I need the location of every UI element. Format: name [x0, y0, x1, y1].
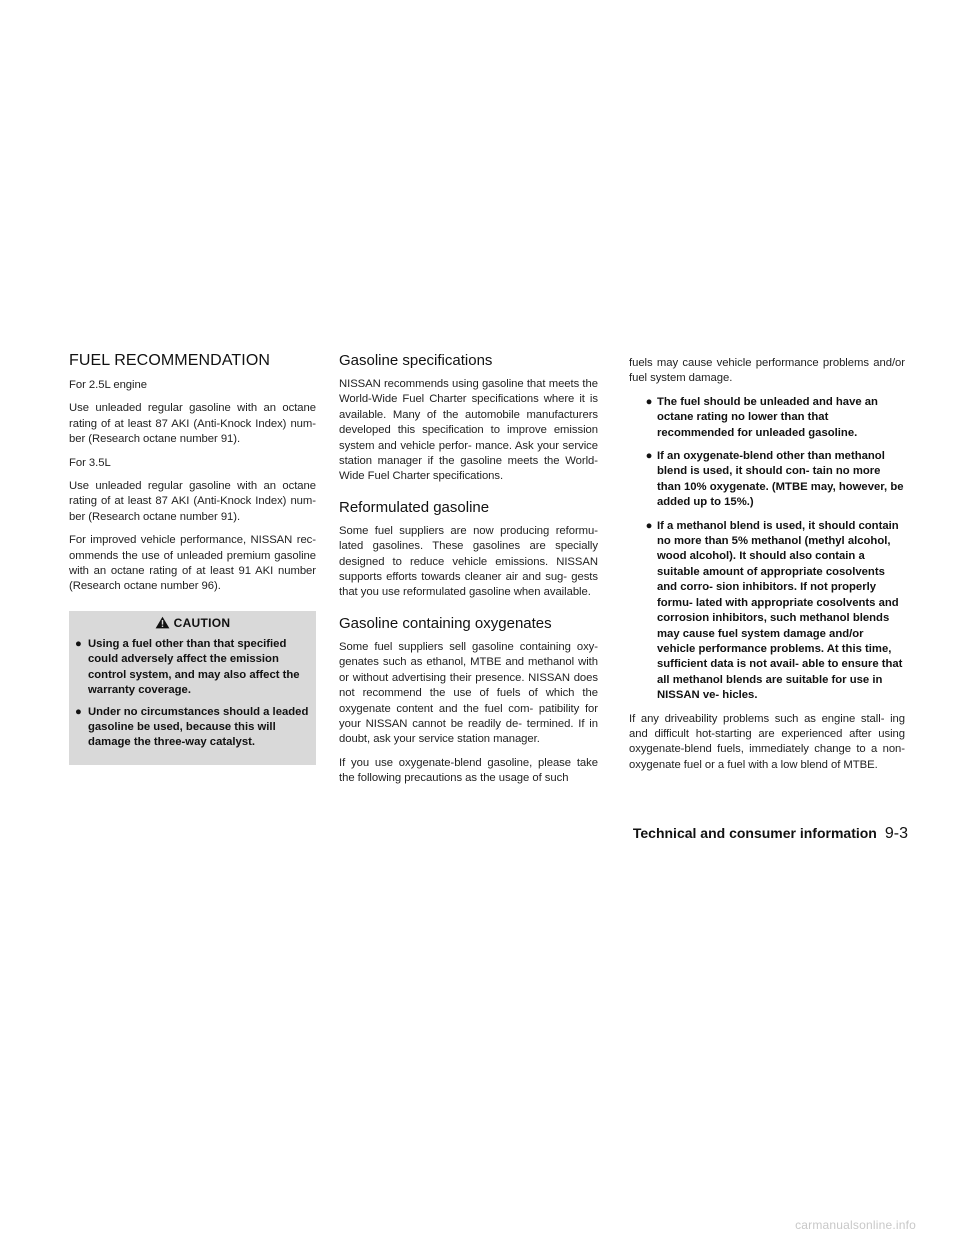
precaution-list	[629, 395, 905, 704]
caution-title: CAUTION	[173, 615, 231, 630]
section-title-fuel-recommendation: FUEL RECOMMENDATION	[69, 352, 271, 369]
bullet-icon: ●	[645, 450, 653, 463]
bullet-icon: ●	[645, 395, 653, 408]
column-left	[69, 352, 316, 765]
list-item-text: If an oxygenate-blend other than methanol blend is used, it should con- tain no more than 10% oxygenate. (MTBE may, however, be added up to 15%.)	[657, 450, 904, 509]
list-item	[641, 395, 905, 441]
bullet-icon: ●	[645, 519, 653, 532]
caution-bullet-text: Under no circumstances should a leaded gasoline be used, because this will damage the three-way catalyst.	[88, 705, 309, 749]
paragraph-continued: fuels may cause vehicle performance problems and/or fuel system damage.	[629, 357, 905, 385]
section-title-reformulated-gasoline: Reformulated gasoline	[339, 498, 490, 516]
paragraph-oxygenate-precautions: If you use oxygenate-blend gasoline, please take the following precautions as the usage of such	[339, 756, 598, 785]
list-item	[641, 449, 905, 511]
caution-bullet	[75, 705, 310, 751]
bullet-icon: ●	[75, 637, 82, 650]
column-right	[629, 356, 905, 781]
paragraph-engine-25-fuel: Use unleaded regular gasoline with an octane rating of at least 87 AKI (Anti-Knock Index) num- ber (Research octane number 91).	[69, 402, 316, 446]
chapter-title: Technical and consumer information	[632, 825, 877, 841]
column-middle	[339, 352, 598, 795]
paragraph-engine-25: For 2.5L engine	[69, 379, 147, 391]
caution-box	[69, 611, 316, 765]
paragraph-reformulated-gasoline: Some fuel suppliers are now producing reformu- lated gasolines. These gasolines are specially designed to reduce vehicle emissions. NISSAN supports efforts towards cleaner air and sug- gests that you use reformulated gasoline when available.	[339, 524, 598, 599]
page-number: 9-3	[884, 825, 908, 842]
watermark: carmanualsonline.info	[795, 1218, 916, 1232]
paragraph-oxygenates: Some fuel suppliers sell gasoline containing oxy- genates such as ethanol, MTBE and methanol with or without advertising their presence. NISSAN does not recommend the use of fuels of which the oxygenate content and the fuel com- patibility for your NISSAN cannot be readily de- termined. If in doubt, ask your service station manager.	[339, 640, 598, 746]
section-title-gasoline-specifications: Gasoline specifications	[339, 352, 493, 369]
page-footer	[633, 825, 908, 843]
list-item-text: The fuel should be unleaded and have an octane rating no lower than that recommended for unleaded gasoline.	[657, 395, 878, 439]
paragraph-engine-35-fuel: Use unleaded regular gasoline with an octane rating of at least 87 AKI (Anti-Knock Index) num- ber (Research octane number 91).	[69, 480, 316, 523]
bullet-icon: ●	[75, 705, 82, 718]
caution-header	[75, 611, 310, 635]
paragraph-driveability: If any driveability problems such as engine stall- ing and difficult hot-starting are experienced after using oxygenate-blend fuels, immediately change to a non-oxygenate fuel or a fuel with a low blend of MTBE.	[629, 712, 905, 771]
paragraph-engine-35: For 3.5L	[69, 456, 111, 469]
list-item	[641, 519, 905, 704]
caution-bullet	[75, 637, 310, 699]
section-title-oxygenates: Gasoline containing oxygenates	[339, 614, 552, 632]
paragraph-premium-recommendation: For improved vehicle performance, NISSAN rec- ommends the use of unleaded premium gasoline with an octane rating of at least 91 AKI number (Research octane number 96).	[69, 534, 316, 593]
paragraph-gasoline-specifications: NISSAN recommends using gasoline that meets the World-Wide Fuel Charter specifications where it is available. Many of the automobile manufacturers developed this specification to improve emission system and vehicle perfor- mance. Ask your service station manager if the gasoline meets the World-Wide Fuel Charter specifications.	[339, 378, 598, 483]
caution-bullet-text: Using a fuel other than that specified could adversely affect the emission control system, and may also affect the warranty coverage.	[88, 637, 300, 697]
list-item-text: If a methanol blend is used, it should contain no more than 5% methanol (methyl alcohol, wood alcohol). It should also contain a suitable amount of appropriate cosolvents and corro- sion inhibitors. If not properly formu- lated with appropriate cosolvents and corrosion inhibitors, such methanol blends may cause fuel system damage and/or vehicle performance problems. At this time, sufficient data is not avail- able to ensure that all methanol blends are suitable for use in NISSAN ve- hicles.	[657, 519, 903, 702]
warning-icon	[155, 616, 170, 629]
